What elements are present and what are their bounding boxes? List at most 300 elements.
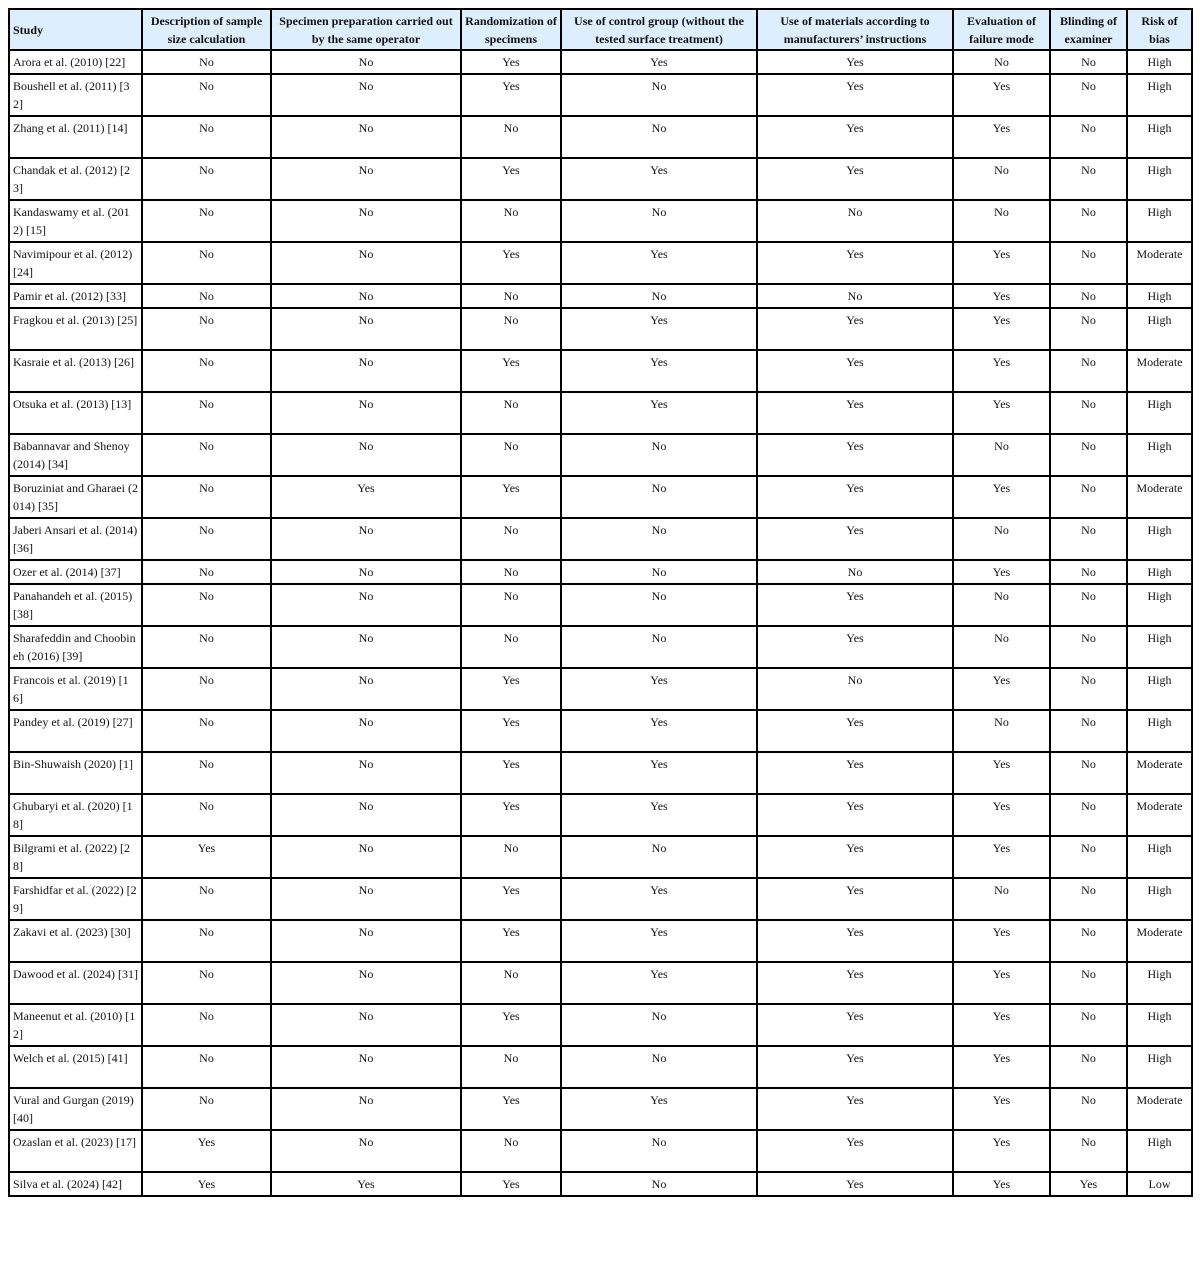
failure-mode-cell: Yes: [953, 284, 1050, 308]
study-cell: Otsuka et al. (2013) [13]: [9, 392, 142, 434]
table-row: [9, 74, 1192, 116]
failure-mode-cell: Yes: [953, 752, 1050, 794]
sample-size-cell: No: [142, 284, 271, 308]
risk-of-bias-cell: Moderate: [1127, 350, 1192, 392]
manufacturer-instructions-cell: No: [757, 200, 953, 242]
sample-size-cell: No: [142, 392, 271, 434]
study-cell: Kandaswamy et al. (2012) [15]: [9, 200, 142, 242]
control-group-cell: Yes: [561, 392, 757, 434]
same-operator-cell: No: [271, 350, 461, 392]
randomization-cell: Yes: [461, 710, 561, 752]
study-cell: Navimipour et al. (2012) [24]: [9, 242, 142, 284]
blinding-cell: No: [1050, 1004, 1127, 1046]
same-operator-cell: No: [271, 878, 461, 920]
failure-mode-cell: Yes: [953, 308, 1050, 350]
control-group-cell: No: [561, 116, 757, 158]
manufacturer-instructions-cell: Yes: [757, 1004, 953, 1046]
risk-of-bias-cell: Moderate: [1127, 920, 1192, 962]
study-cell: Boruziniat and Gharaei (2014) [35]: [9, 476, 142, 518]
table-row: [9, 158, 1192, 200]
same-operator-cell: No: [271, 1130, 461, 1172]
failure-mode-cell: Yes: [953, 392, 1050, 434]
manufacturer-instructions-cell: Yes: [757, 584, 953, 626]
sample-size-cell: Yes: [142, 1172, 271, 1196]
manufacturer-instructions-cell: Yes: [757, 116, 953, 158]
sample-size-cell: No: [142, 626, 271, 668]
table-row: [9, 752, 1192, 794]
risk-of-bias-cell: High: [1127, 284, 1192, 308]
sample-size-cell: Yes: [142, 1130, 271, 1172]
risk-of-bias-cell: High: [1127, 1046, 1192, 1088]
table-row: [9, 920, 1192, 962]
manufacturer-instructions-cell: No: [757, 560, 953, 584]
control-group-cell: No: [561, 626, 757, 668]
table-row: [9, 308, 1192, 350]
same-operator-cell: No: [271, 794, 461, 836]
failure-mode-cell: Yes: [953, 74, 1050, 116]
study-cell: Kasraie et al. (2013) [26]: [9, 350, 142, 392]
sample-size-cell: No: [142, 560, 271, 584]
blinding-cell: No: [1050, 308, 1127, 350]
table-body: [9, 50, 1192, 1196]
control-group-cell: Yes: [561, 350, 757, 392]
same-operator-cell: No: [271, 668, 461, 710]
failure-mode-cell: Yes: [953, 1130, 1050, 1172]
control-group-cell: Yes: [561, 308, 757, 350]
manufacturer-instructions-cell: Yes: [757, 920, 953, 962]
blinding-cell: No: [1050, 962, 1127, 1004]
same-operator-cell: No: [271, 200, 461, 242]
manufacturer-instructions-cell: Yes: [757, 50, 953, 74]
blinding-cell: No: [1050, 560, 1127, 584]
table-row: [9, 434, 1192, 476]
blinding-cell: No: [1050, 476, 1127, 518]
control-group-cell: Yes: [561, 794, 757, 836]
failure-mode-cell: No: [953, 158, 1050, 200]
control-group-cell: Yes: [561, 242, 757, 284]
blinding-cell: No: [1050, 584, 1127, 626]
sample-size-cell: No: [142, 1088, 271, 1130]
manufacturer-instructions-cell: Yes: [757, 1130, 953, 1172]
sample-size-cell: No: [142, 50, 271, 74]
same-operator-cell: No: [271, 710, 461, 752]
study-cell: Pandey et al. (2019) [27]: [9, 710, 142, 752]
header-study: Study: [9, 9, 142, 50]
same-operator-cell: Yes: [271, 1172, 461, 1196]
manufacturer-instructions-cell: Yes: [757, 1172, 953, 1196]
table-row: [9, 476, 1192, 518]
same-operator-cell: No: [271, 116, 461, 158]
control-group-cell: No: [561, 200, 757, 242]
header-row: [9, 9, 1192, 50]
randomization-cell: No: [461, 560, 561, 584]
table-row: [9, 836, 1192, 878]
failure-mode-cell: Yes: [953, 116, 1050, 158]
randomization-cell: No: [461, 518, 561, 560]
control-group-cell: No: [561, 836, 757, 878]
manufacturer-instructions-cell: Yes: [757, 476, 953, 518]
risk-of-bias-cell: Moderate: [1127, 476, 1192, 518]
control-group-cell: Yes: [561, 668, 757, 710]
blinding-cell: No: [1050, 626, 1127, 668]
blinding-cell: No: [1050, 710, 1127, 752]
manufacturer-instructions-cell: Yes: [757, 74, 953, 116]
failure-mode-cell: Yes: [953, 560, 1050, 584]
blinding-cell: No: [1050, 434, 1127, 476]
table-row: [9, 794, 1192, 836]
table-row: [9, 242, 1192, 284]
study-cell: Ghubaryi et al. (2020) [18]: [9, 794, 142, 836]
study-cell: Maneenut et al. (2010) [12]: [9, 1004, 142, 1046]
control-group-cell: No: [561, 1046, 757, 1088]
randomization-cell: Yes: [461, 878, 561, 920]
blinding-cell: No: [1050, 1130, 1127, 1172]
manufacturer-instructions-cell: Yes: [757, 626, 953, 668]
sample-size-cell: No: [142, 350, 271, 392]
randomization-cell: Yes: [461, 242, 561, 284]
blinding-cell: No: [1050, 200, 1127, 242]
sample-size-cell: No: [142, 668, 271, 710]
table-row: [9, 116, 1192, 158]
blinding-cell: No: [1050, 794, 1127, 836]
control-group-cell: Yes: [561, 1088, 757, 1130]
sample-size-cell: No: [142, 1004, 271, 1046]
same-operator-cell: No: [271, 584, 461, 626]
study-cell: Francois et al. (2019) [16]: [9, 668, 142, 710]
study-cell: Dawood et al. (2024) [31]: [9, 962, 142, 1004]
manufacturer-instructions-cell: Yes: [757, 836, 953, 878]
sample-size-cell: No: [142, 794, 271, 836]
sample-size-cell: No: [142, 434, 271, 476]
control-group-cell: Yes: [561, 752, 757, 794]
manufacturer-instructions-cell: Yes: [757, 308, 953, 350]
same-operator-cell: No: [271, 518, 461, 560]
table-row: [9, 350, 1192, 392]
same-operator-cell: No: [271, 50, 461, 74]
same-operator-cell: No: [271, 158, 461, 200]
randomization-cell: No: [461, 434, 561, 476]
same-operator-cell: No: [271, 284, 461, 308]
blinding-cell: No: [1050, 74, 1127, 116]
risk-of-bias-cell: High: [1127, 116, 1192, 158]
study-cell: Panahandeh et al. (2015) [38]: [9, 584, 142, 626]
control-group-cell: No: [561, 584, 757, 626]
risk-of-bias-cell: High: [1127, 518, 1192, 560]
randomization-cell: Yes: [461, 794, 561, 836]
randomization-cell: Yes: [461, 1004, 561, 1046]
randomization-cell: No: [461, 962, 561, 1004]
randomization-cell: Yes: [461, 50, 561, 74]
risk-of-bias-cell: Low: [1127, 1172, 1192, 1196]
header-sample-size: Description of sample size calculation: [142, 9, 271, 50]
sample-size-cell: No: [142, 584, 271, 626]
same-operator-cell: No: [271, 920, 461, 962]
randomization-cell: Yes: [461, 74, 561, 116]
randomization-cell: Yes: [461, 752, 561, 794]
sample-size-cell: No: [142, 518, 271, 560]
failure-mode-cell: Yes: [953, 1088, 1050, 1130]
sample-size-cell: No: [142, 476, 271, 518]
randomization-cell: No: [461, 308, 561, 350]
risk-of-bias-cell: High: [1127, 308, 1192, 350]
study-cell: Babannavar and Shenoy (2014) [34]: [9, 434, 142, 476]
same-operator-cell: Yes: [271, 476, 461, 518]
failure-mode-cell: Yes: [953, 476, 1050, 518]
sample-size-cell: No: [142, 878, 271, 920]
table-row: [9, 50, 1192, 74]
same-operator-cell: No: [271, 1046, 461, 1088]
blinding-cell: No: [1050, 518, 1127, 560]
blinding-cell: No: [1050, 668, 1127, 710]
risk-of-bias-cell: High: [1127, 50, 1192, 74]
randomization-cell: No: [461, 1046, 561, 1088]
risk-of-bias-cell: High: [1127, 200, 1192, 242]
randomization-cell: Yes: [461, 158, 561, 200]
blinding-cell: No: [1050, 242, 1127, 284]
risk-of-bias-cell: High: [1127, 1130, 1192, 1172]
failure-mode-cell: Yes: [953, 794, 1050, 836]
sample-size-cell: No: [142, 116, 271, 158]
failure-mode-cell: No: [953, 878, 1050, 920]
table-row: [9, 392, 1192, 434]
randomization-cell: Yes: [461, 1088, 561, 1130]
table-row: [9, 668, 1192, 710]
table-row: [9, 1172, 1192, 1196]
same-operator-cell: No: [271, 74, 461, 116]
sample-size-cell: No: [142, 710, 271, 752]
randomization-cell: Yes: [461, 350, 561, 392]
control-group-cell: Yes: [561, 710, 757, 752]
randomization-cell: Yes: [461, 668, 561, 710]
manufacturer-instructions-cell: Yes: [757, 434, 953, 476]
risk-of-bias-cell: High: [1127, 668, 1192, 710]
failure-mode-cell: Yes: [953, 242, 1050, 284]
study-cell: Sharafeddin and Choobineh (2016) [39]: [9, 626, 142, 668]
same-operator-cell: No: [271, 308, 461, 350]
manufacturer-instructions-cell: Yes: [757, 1088, 953, 1130]
blinding-cell: Yes: [1050, 1172, 1127, 1196]
randomization-cell: No: [461, 116, 561, 158]
sample-size-cell: No: [142, 1046, 271, 1088]
table-row: [9, 710, 1192, 752]
manufacturer-instructions-cell: No: [757, 284, 953, 308]
risk-of-bias-cell: High: [1127, 74, 1192, 116]
failure-mode-cell: No: [953, 200, 1050, 242]
header-same-operator: Specimen preparation carried out by the same operator: [271, 9, 461, 50]
study-cell: Zhang et al. (2011) [14]: [9, 116, 142, 158]
blinding-cell: No: [1050, 878, 1127, 920]
blinding-cell: No: [1050, 284, 1127, 308]
manufacturer-instructions-cell: Yes: [757, 878, 953, 920]
study-cell: Vural and Gurgan (2019) [40]: [9, 1088, 142, 1130]
blinding-cell: No: [1050, 50, 1127, 74]
manufacturer-instructions-cell: Yes: [757, 158, 953, 200]
blinding-cell: No: [1050, 1046, 1127, 1088]
manufacturer-instructions-cell: Yes: [757, 350, 953, 392]
header-risk-of-bias: Risk of bias: [1127, 9, 1192, 50]
randomization-cell: No: [461, 284, 561, 308]
manufacturer-instructions-cell: Yes: [757, 962, 953, 1004]
study-cell: Farshidfar et al. (2022) [29]: [9, 878, 142, 920]
same-operator-cell: No: [271, 434, 461, 476]
blinding-cell: No: [1050, 920, 1127, 962]
same-operator-cell: No: [271, 836, 461, 878]
same-operator-cell: No: [271, 1088, 461, 1130]
study-cell: Ozer et al. (2014) [37]: [9, 560, 142, 584]
failure-mode-cell: Yes: [953, 920, 1050, 962]
table-row: [9, 1004, 1192, 1046]
sample-size-cell: No: [142, 920, 271, 962]
randomization-cell: No: [461, 626, 561, 668]
risk-of-bias-cell: High: [1127, 878, 1192, 920]
failure-mode-cell: No: [953, 584, 1050, 626]
table-row: [9, 560, 1192, 584]
table-row: [9, 1130, 1192, 1172]
failure-mode-cell: No: [953, 50, 1050, 74]
same-operator-cell: No: [271, 752, 461, 794]
risk-of-bias-cell: High: [1127, 710, 1192, 752]
risk-of-bias-cell: High: [1127, 158, 1192, 200]
sample-size-cell: No: [142, 158, 271, 200]
blinding-cell: No: [1050, 1088, 1127, 1130]
blinding-cell: No: [1050, 158, 1127, 200]
study-cell: Ozaslan et al. (2023) [17]: [9, 1130, 142, 1172]
header-blinding: Blinding of examiner: [1050, 9, 1127, 50]
study-cell: Boushell et al. (2011) [32]: [9, 74, 142, 116]
risk-of-bias-cell: High: [1127, 560, 1192, 584]
risk-of-bias-cell: Moderate: [1127, 752, 1192, 794]
risk-of-bias-table: [8, 8, 1193, 1197]
manufacturer-instructions-cell: Yes: [757, 518, 953, 560]
table-row: [9, 626, 1192, 668]
blinding-cell: No: [1050, 392, 1127, 434]
randomization-cell: Yes: [461, 476, 561, 518]
header-manufacturer-instructions: Use of materials according to manufacturers’ instructions: [757, 9, 953, 50]
risk-of-bias-cell: High: [1127, 836, 1192, 878]
study-cell: Bin-Shuwaish (2020) [1]: [9, 752, 142, 794]
failure-mode-cell: Yes: [953, 836, 1050, 878]
randomization-cell: Yes: [461, 1172, 561, 1196]
study-cell: Bilgrami et al. (2022) [28]: [9, 836, 142, 878]
manufacturer-instructions-cell: Yes: [757, 242, 953, 284]
failure-mode-cell: Yes: [953, 962, 1050, 1004]
control-group-cell: No: [561, 1130, 757, 1172]
randomization-cell: No: [461, 584, 561, 626]
randomization-cell: Yes: [461, 920, 561, 962]
risk-of-bias-table-container: [8, 8, 1191, 1197]
failure-mode-cell: No: [953, 710, 1050, 752]
risk-of-bias-cell: High: [1127, 1004, 1192, 1046]
failure-mode-cell: Yes: [953, 1004, 1050, 1046]
control-group-cell: No: [561, 1004, 757, 1046]
table-row: [9, 200, 1192, 242]
control-group-cell: Yes: [561, 50, 757, 74]
manufacturer-instructions-cell: Yes: [757, 710, 953, 752]
study-cell: Fragkou et al. (2013) [25]: [9, 308, 142, 350]
sample-size-cell: No: [142, 308, 271, 350]
risk-of-bias-cell: High: [1127, 392, 1192, 434]
failure-mode-cell: No: [953, 626, 1050, 668]
failure-mode-cell: No: [953, 518, 1050, 560]
risk-of-bias-cell: High: [1127, 584, 1192, 626]
sample-size-cell: No: [142, 200, 271, 242]
same-operator-cell: No: [271, 962, 461, 1004]
same-operator-cell: No: [271, 1004, 461, 1046]
control-group-cell: No: [561, 560, 757, 584]
failure-mode-cell: Yes: [953, 668, 1050, 710]
sample-size-cell: No: [142, 752, 271, 794]
failure-mode-cell: Yes: [953, 1046, 1050, 1088]
risk-of-bias-cell: Moderate: [1127, 242, 1192, 284]
study-cell: Zakavi et al. (2023) [30]: [9, 920, 142, 962]
control-group-cell: No: [561, 518, 757, 560]
randomization-cell: No: [461, 392, 561, 434]
sample-size-cell: No: [142, 74, 271, 116]
control-group-cell: Yes: [561, 878, 757, 920]
control-group-cell: Yes: [561, 158, 757, 200]
failure-mode-cell: No: [953, 434, 1050, 476]
table-header: [9, 9, 1192, 50]
study-cell: Chandak et al. (2012) [23]: [9, 158, 142, 200]
randomization-cell: No: [461, 1130, 561, 1172]
risk-of-bias-cell: Moderate: [1127, 1088, 1192, 1130]
table-row: [9, 1046, 1192, 1088]
manufacturer-instructions-cell: Yes: [757, 392, 953, 434]
same-operator-cell: No: [271, 392, 461, 434]
table-row: [9, 1088, 1192, 1130]
header-control-group: Use of control group (without the tested surface treatment): [561, 9, 757, 50]
study-cell: Welch et al. (2015) [41]: [9, 1046, 142, 1088]
randomization-cell: No: [461, 200, 561, 242]
control-group-cell: No: [561, 284, 757, 308]
table-row: [9, 284, 1192, 308]
sample-size-cell: No: [142, 962, 271, 1004]
same-operator-cell: No: [271, 626, 461, 668]
manufacturer-instructions-cell: Yes: [757, 1046, 953, 1088]
control-group-cell: No: [561, 74, 757, 116]
manufacturer-instructions-cell: No: [757, 668, 953, 710]
study-cell: Jaberi Ansari et al. (2014) [36]: [9, 518, 142, 560]
manufacturer-instructions-cell: Yes: [757, 752, 953, 794]
study-cell: Arora et al. (2010) [22]: [9, 50, 142, 74]
table-row: [9, 962, 1192, 1004]
manufacturer-instructions-cell: Yes: [757, 794, 953, 836]
blinding-cell: No: [1050, 116, 1127, 158]
risk-of-bias-cell: High: [1127, 962, 1192, 1004]
control-group-cell: No: [561, 1172, 757, 1196]
failure-mode-cell: Yes: [953, 350, 1050, 392]
header-failure-mode: Evaluation of failure mode: [953, 9, 1050, 50]
blinding-cell: No: [1050, 836, 1127, 878]
control-group-cell: Yes: [561, 920, 757, 962]
table-row: [9, 584, 1192, 626]
control-group-cell: No: [561, 476, 757, 518]
control-group-cell: No: [561, 434, 757, 476]
same-operator-cell: No: [271, 242, 461, 284]
control-group-cell: Yes: [561, 962, 757, 1004]
failure-mode-cell: Yes: [953, 1172, 1050, 1196]
risk-of-bias-cell: High: [1127, 434, 1192, 476]
randomization-cell: No: [461, 836, 561, 878]
risk-of-bias-cell: Moderate: [1127, 794, 1192, 836]
blinding-cell: No: [1050, 350, 1127, 392]
risk-of-bias-cell: High: [1127, 626, 1192, 668]
study-cell: Pamir et al. (2012) [33]: [9, 284, 142, 308]
study-cell: Silva et al. (2024) [42]: [9, 1172, 142, 1196]
blinding-cell: No: [1050, 752, 1127, 794]
header-randomization: Randomization of specimens: [461, 9, 561, 50]
sample-size-cell: Yes: [142, 836, 271, 878]
